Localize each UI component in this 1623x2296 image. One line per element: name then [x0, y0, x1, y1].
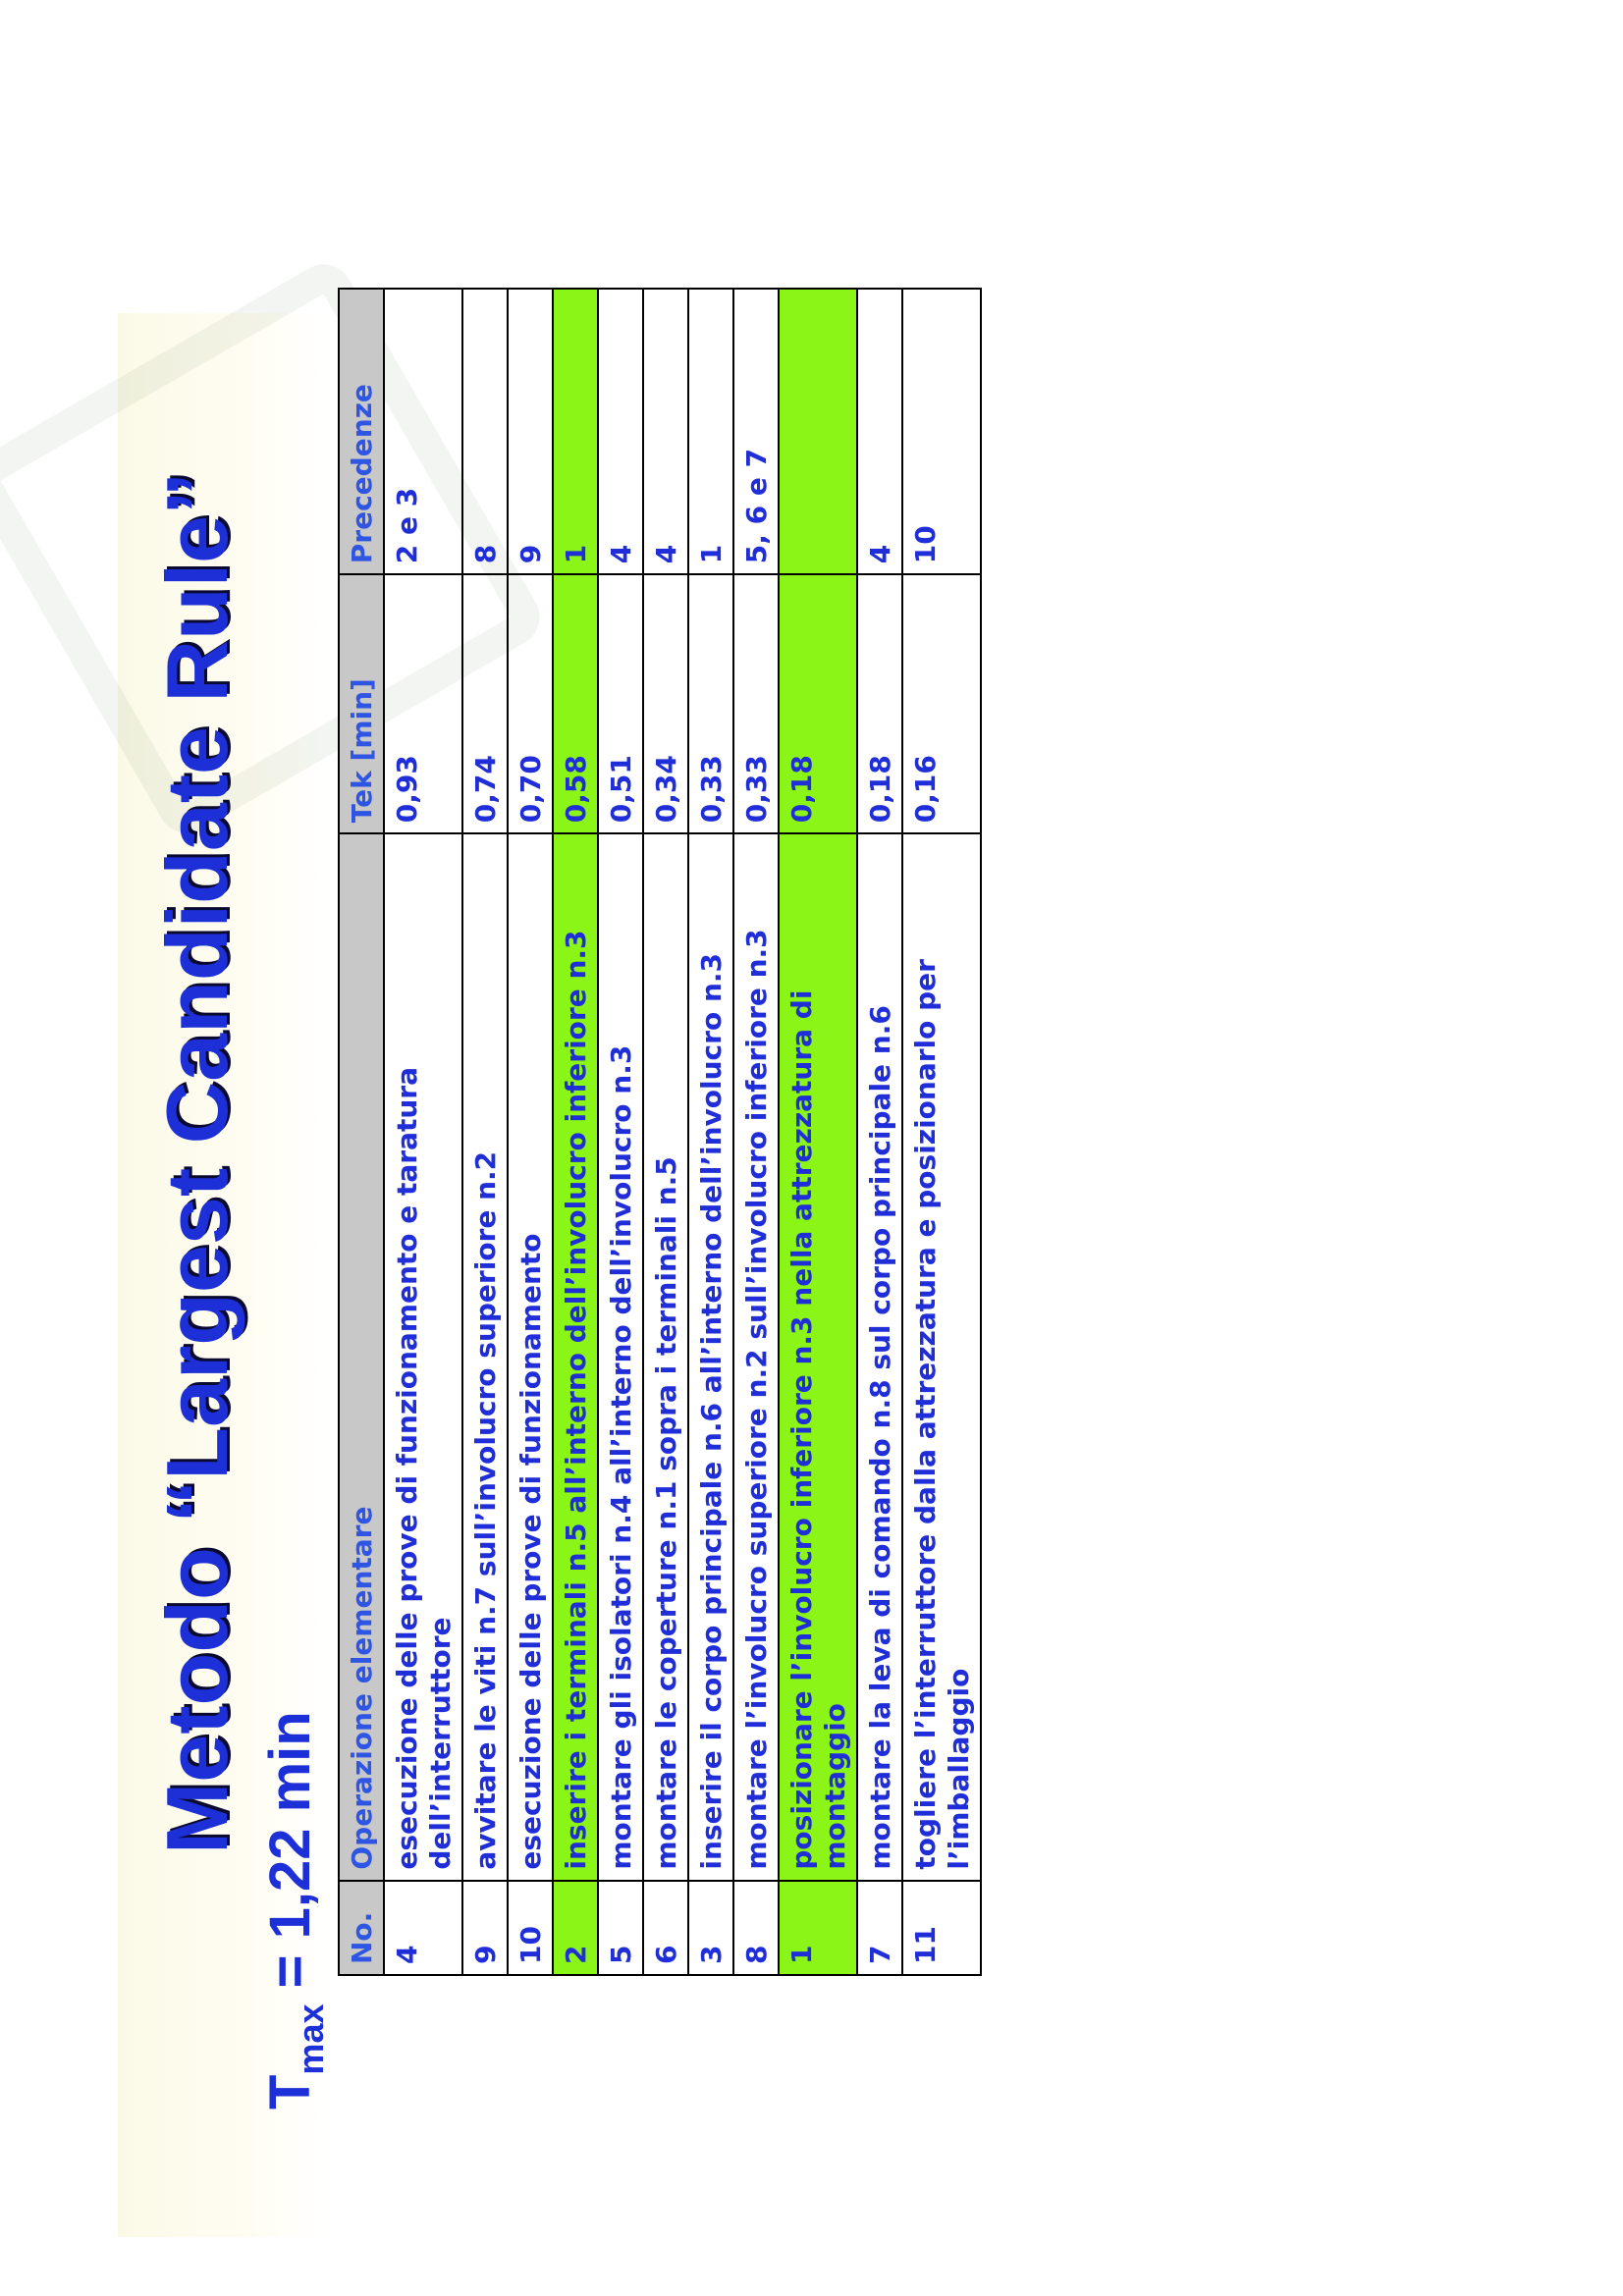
tmax-label: [257, 1711, 332, 2109]
tmax-subscript: max: [291, 2003, 331, 2075]
table-row: [508, 289, 553, 1975]
table-header-row: [339, 289, 384, 1975]
cell-operation: posizionare l’involucro inferiore n.3 nella attrezzatura di montaggio: [779, 833, 857, 1880]
cell-operation: inserire il corpo principale n.6 all’interno dell’involucro n.3: [688, 833, 733, 1880]
cell-no: 2: [553, 1881, 598, 1975]
operations-table: [338, 288, 982, 1976]
cell-no: 8: [733, 1881, 779, 1975]
table-row: [553, 289, 598, 1975]
cell-precedence: 10: [902, 289, 981, 574]
cell-operation: inserire i terminali n.5 all’interno dell’involucro inferiore n.3: [553, 833, 598, 1880]
cell-tek: 0,33: [733, 574, 779, 833]
header-precedence: Precedenze: [339, 289, 384, 574]
cell-precedence: 4: [598, 289, 643, 574]
cell-precedence: 4: [857, 289, 902, 574]
cell-operation: avvitare le viti n.7 sull’involucro superiore n.2: [462, 833, 508, 1880]
cell-tek: 0,18: [779, 574, 857, 833]
cell-tek: 0,93: [384, 574, 462, 833]
cell-no: 7: [857, 1881, 902, 1975]
cell-precedence: [779, 289, 857, 574]
cell-no: 10: [508, 1881, 553, 1975]
cell-precedence: 1: [688, 289, 733, 574]
cell-tek: 0,51: [598, 574, 643, 833]
cell-tek: 0,58: [553, 574, 598, 833]
tmax-prefix: T: [258, 2074, 322, 2109]
table-row: [857, 289, 902, 1975]
cell-no: 6: [643, 1881, 688, 1975]
cell-precedence: 4: [643, 289, 688, 574]
cell-operation: montare la leva di comando n.8 sul corpo principale n.6: [857, 833, 902, 1880]
header-no: No.: [339, 1881, 384, 1975]
cell-operation: esecuzione delle prove di funzionamento e taratura dell’interruttore: [384, 833, 462, 1880]
tmax-value: = 1,22 min: [258, 1711, 322, 2004]
cell-operation: montare l’involucro superiore n.2 sull’involucro inferiore n.3: [733, 833, 779, 1880]
cell-no: 1: [779, 1881, 857, 1975]
table-row: [733, 289, 779, 1975]
table-row: [462, 289, 508, 1975]
table-row: [598, 289, 643, 1975]
cell-operation: montare gli isolatori n.4 all’interno dell’involucro n.3: [598, 833, 643, 1880]
cell-tek: 0,33: [688, 574, 733, 833]
cell-no: 5: [598, 1881, 643, 1975]
cell-precedence: 2 e 3: [384, 289, 462, 574]
table-row: [688, 289, 733, 1975]
table-body: [384, 289, 981, 1975]
cell-no: 11: [902, 1881, 981, 1975]
cell-precedence: 5, 6 e 7: [733, 289, 779, 574]
table-row: [902, 289, 981, 1975]
table-row: [643, 289, 688, 1975]
cell-precedence: 1: [553, 289, 598, 574]
header-tek: Tek [min]: [339, 574, 384, 833]
cell-tek: 0,34: [643, 574, 688, 833]
table-row: [384, 289, 462, 1975]
cell-tek: 0,16: [902, 574, 981, 833]
cell-operation: montare le coperture n.1 sopra i terminali n.5: [643, 833, 688, 1880]
slide-title: Metodo “Largest Candidate Rule”: [148, 471, 245, 1854]
cell-no: 9: [462, 1881, 508, 1975]
cell-operation: togliere l’interruttore dalla attrezzatura e posizionarlo per l’imballaggio: [902, 833, 981, 1880]
table-row: [779, 289, 857, 1975]
cell-precedence: 8: [462, 289, 508, 574]
cell-precedence: 9: [508, 289, 553, 574]
cell-tek: 0,18: [857, 574, 902, 833]
header-operation: Operazione elementare: [339, 833, 384, 1880]
cell-tek: 0,74: [462, 574, 508, 833]
cell-operation: esecuzione delle prove di funzionamento: [508, 833, 553, 1880]
cell-tek: 0,70: [508, 574, 553, 833]
cell-no: 4: [384, 1881, 462, 1975]
cell-no: 3: [688, 1881, 733, 1975]
